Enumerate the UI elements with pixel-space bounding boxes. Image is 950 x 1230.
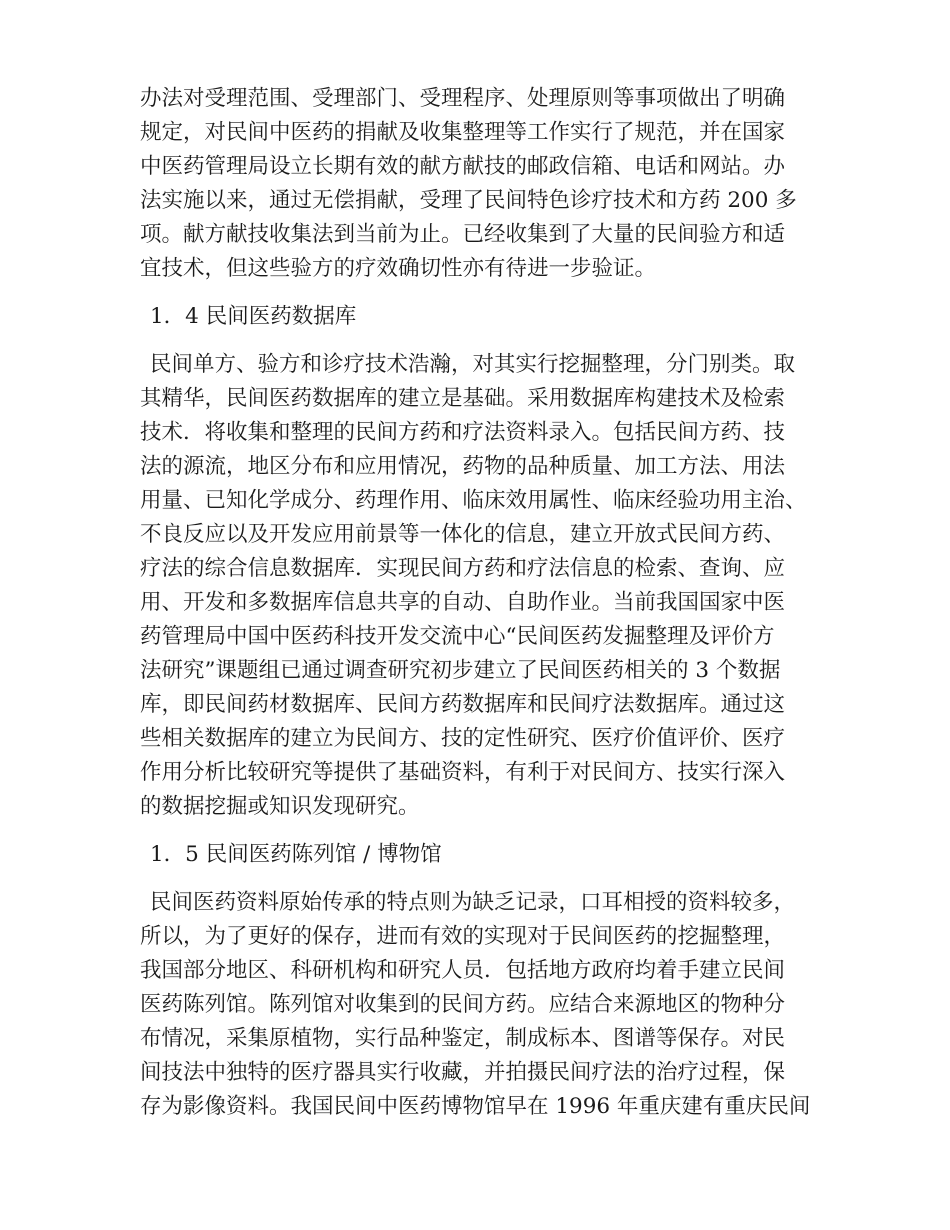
paragraph-line: 项。献方献技收集法到当前为止。已经收集到了大量的民间验方和适: [140, 222, 786, 247]
paragraph-1: [140, 82, 820, 286]
paragraph-line: 所以，为了更好的保存，进而有效的实现对于民间医药的挖掘整理，: [140, 924, 786, 949]
paragraph-2: [140, 348, 820, 824]
paragraph-line: 作用分析比较研究等提供了基础资料，有利于对民间方、技实行深入: [140, 760, 786, 785]
paragraph-line: 办法对受理范围、受理部门、受理程序、处理原则等事项做出了明确: [140, 86, 786, 111]
paragraph-line: 中医药管理局设立长期有效的献方献技的邮政信箱、电话和网站。办: [140, 154, 786, 179]
paragraph-line: 库，即民间药材数据库、民间方药数据库和民间疗法数据库。通过这: [140, 692, 786, 717]
section-heading-1-4: 1．4 民间医药数据库: [150, 304, 357, 329]
paragraph-line: 医药陈列馆。陈列馆对收集到的民间方药。应结合来源地区的物种分: [140, 992, 786, 1017]
paragraph-line: 的数据挖掘或知识发现研究。: [140, 794, 420, 819]
paragraph-line: 法的源流，地区分布和应用情况，药物的品种质量、加工方法、用法: [140, 454, 786, 479]
paragraph-line: 布情况，采集原植物，实行品种鉴定，制成标本、图谱等保存。对民: [140, 1026, 786, 1051]
paragraph-line: 不良反应以及开发应用前景等一体化的信息，建立开放式民间方药、: [140, 522, 786, 547]
paragraph-line: 法研究”课题组已通过调查研究初步建立了民间医药相关的 3 个数据: [140, 658, 781, 683]
document-body: [140, 82, 820, 1124]
section-heading-1-5: 1．5 民间医药陈列馆 / 博物馆: [150, 842, 442, 867]
paragraph-line: 宜技术，但这些验方的疗效确切性亦有待进一步验证。: [140, 256, 657, 281]
paragraph-line: 技术．将收集和整理的民间方药和疗法资料录入。包括民间方药、技: [140, 420, 786, 445]
paragraph-3: [140, 886, 820, 1124]
paragraph-line: 用量、已知化学成分、药理作用、临床效用属性、临床经验功用主治、: [140, 488, 807, 513]
paragraph-line: 民间医药资料原始传承的特点则为缺乏记录，口耳相授的资料较多，: [150, 890, 796, 915]
paragraph-line: 存为影像资料。我国民间中医药博物馆早在 1996 年重庆建有重庆民间: [140, 1094, 811, 1119]
paragraph-line: 些相关数据库的建立为民间方、技的定性研究、医疗价值评价、医疗: [140, 726, 786, 751]
paragraph-line: 用、开发和多数据库信息共享的自动、自助作业。当前我国国家中医: [140, 590, 786, 615]
paragraph-line: 疗法的综合信息数据库．实现民间方药和疗法信息的检索、查询、应: [140, 556, 786, 581]
paragraph-line: 其精华，民间医药数据库的建立是基础。采用数据库构建技术及检索: [140, 386, 786, 411]
paragraph-line: 我国部分地区、科研机构和研究人员．包括地方政府均着手建立民间: [140, 958, 786, 983]
paragraph-line: 间技法中独特的医疗器具实行收藏，并拍摄民间疗法的治疗过程，保: [140, 1060, 786, 1085]
paragraph-line: 规定，对民间中医药的捐献及收集整理等工作实行了规范，并在国家: [140, 120, 786, 145]
paragraph-line: 民间单方、验方和诊疗技术浩瀚，对其实行挖掘整理，分门别类。取: [150, 352, 796, 377]
paragraph-line: 法实施以来，通过无偿捐献，受理了民间特色诊疗技术和方药 200 多: [140, 188, 797, 213]
paragraph-line: 药管理局中国中医药科技开发交流中心“民间医药发掘整理及评价方: [140, 624, 775, 649]
